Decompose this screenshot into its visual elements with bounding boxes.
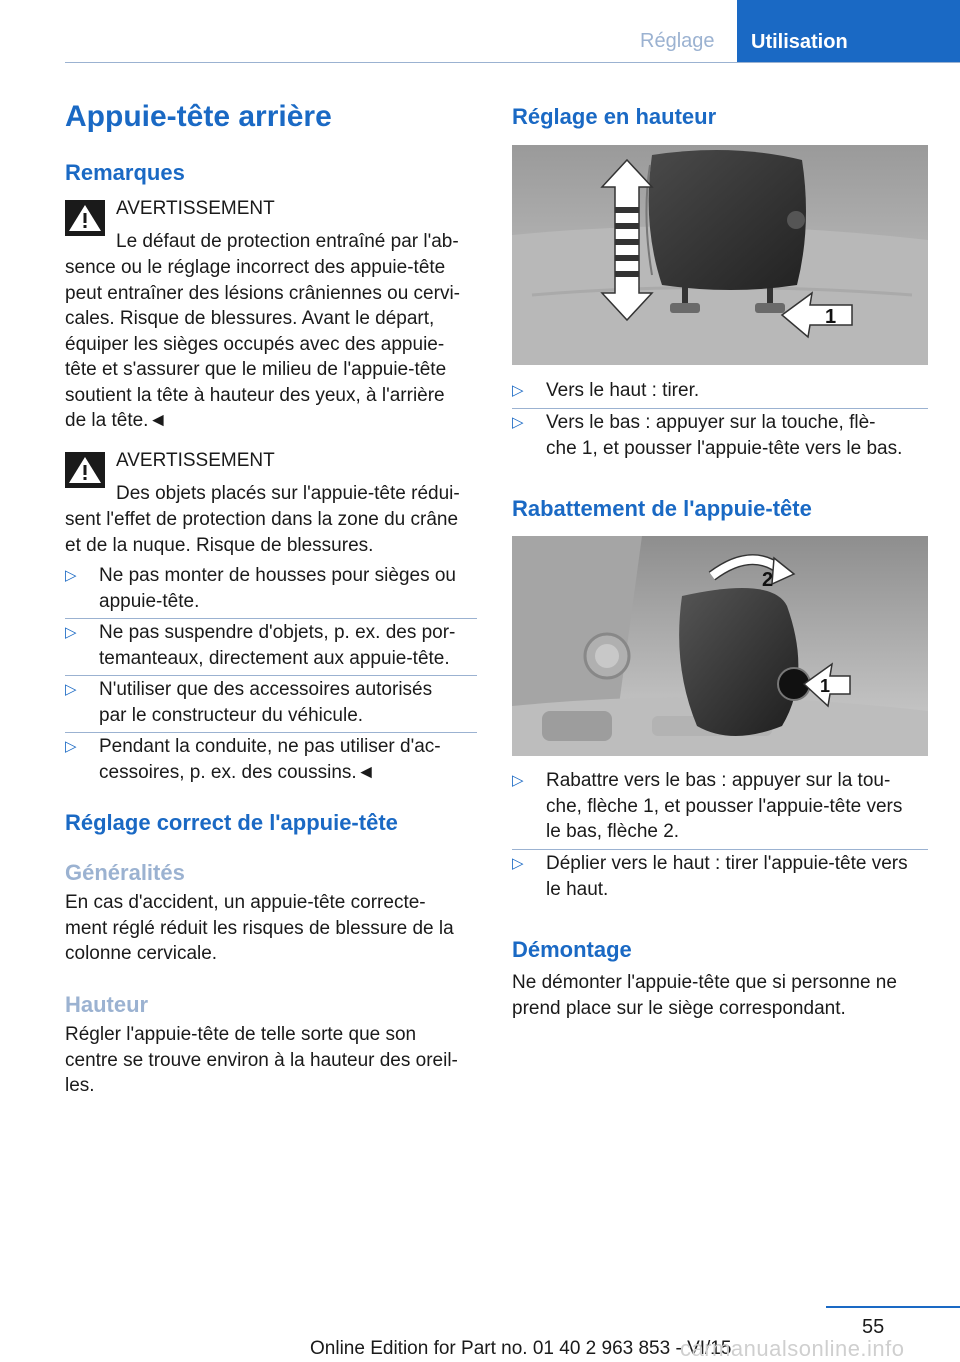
header-section: Réglage [640,30,715,52]
edition-footer: Online Edition for Part no. 01 40 2 963 853 - VI/15 [310,1338,732,1359]
page-title: Appuie-tête arrière [65,100,332,133]
divider [65,675,477,676]
warning-triangle-icon [65,200,105,236]
warning2-label: AVERTISSEMENT [116,450,275,471]
removal-paragraph: Ne démonter l'appuie-tête que si personne ne prend place sur le siège correspondant. [512,972,897,1019]
height-paragraph: Régler l'appuie-tête de telle sorte que son centre se trouve environ à la hauteur des oreil‐ les. [65,1024,458,1096]
remarks-heading: Remarques [65,160,185,185]
page-number-rule [826,1306,960,1308]
height-heading: Hauteur [65,992,149,1017]
correct-adjust-heading: Réglage correct de l'appuie-tête [65,810,398,835]
warning2-body: sent l'effet de protection dans la zone du crâne et de la nuque. Risque de blessures. [65,509,459,556]
divider [512,849,928,850]
fold-heading: Rabattement de l'appuie-tête [512,496,812,521]
headrest-fold-figure [512,536,928,756]
general-paragraph: En cas d'accident, un appuie-tête correcte‐ ment réglé réduit les risques de blessure de la colonne cervicale. [65,892,454,964]
warning2-first-line: Des objets placés sur l'appuie-tête rédui‐ [116,483,460,504]
general-heading: Généralités [65,860,185,885]
bullet-triangle-icon: ▷ [65,738,77,755]
bullet-triangle-icon: ▷ [512,382,524,399]
height-adjust-heading: Réglage en hauteur [512,104,717,129]
bullet-triangle-icon: ▷ [512,772,524,789]
divider [65,618,477,619]
divider [65,732,477,733]
warning1-first-line: Le défaut de protection entraîné par l'ab‐ [116,231,459,252]
removal-heading: Démontage [512,937,632,962]
page-number: 55 [862,1316,885,1338]
bullet-triangle-icon: ▷ [65,681,77,698]
watermark: carmanualsonline.info [680,1336,905,1361]
bullet-triangle-icon: ▷ [65,567,77,584]
bullet-triangle-icon: ▷ [65,624,77,641]
bullet-triangle-icon: ▷ [512,855,524,872]
headrest-height-figure [512,145,928,365]
figure2-label-1: 1 [820,676,831,696]
header-rule [65,62,960,63]
figure1-label-1: 1 [825,306,837,328]
warning1-label: AVERTISSEMENT [116,198,275,219]
warning-triangle-icon [65,452,105,488]
figure2-label-2: 2 [762,569,774,591]
warning1-body: sence ou le réglage incorrect des appuie-tête peut entraîner des lésions crâniennes ou cervi‐ cales. Risque de blessures. Avant le départ, équiper les sièges occupés avec des appuie- tête et s'assurer que le milieu de l'appuie-tête soutient la tête à hauteur des yeux, à l'arrière de la tête.◄ [65,257,461,431]
divider [512,408,928,409]
header-tab-utilisation: Utilisation [737,0,960,62]
bullet-triangle-icon: ▷ [512,414,524,431]
